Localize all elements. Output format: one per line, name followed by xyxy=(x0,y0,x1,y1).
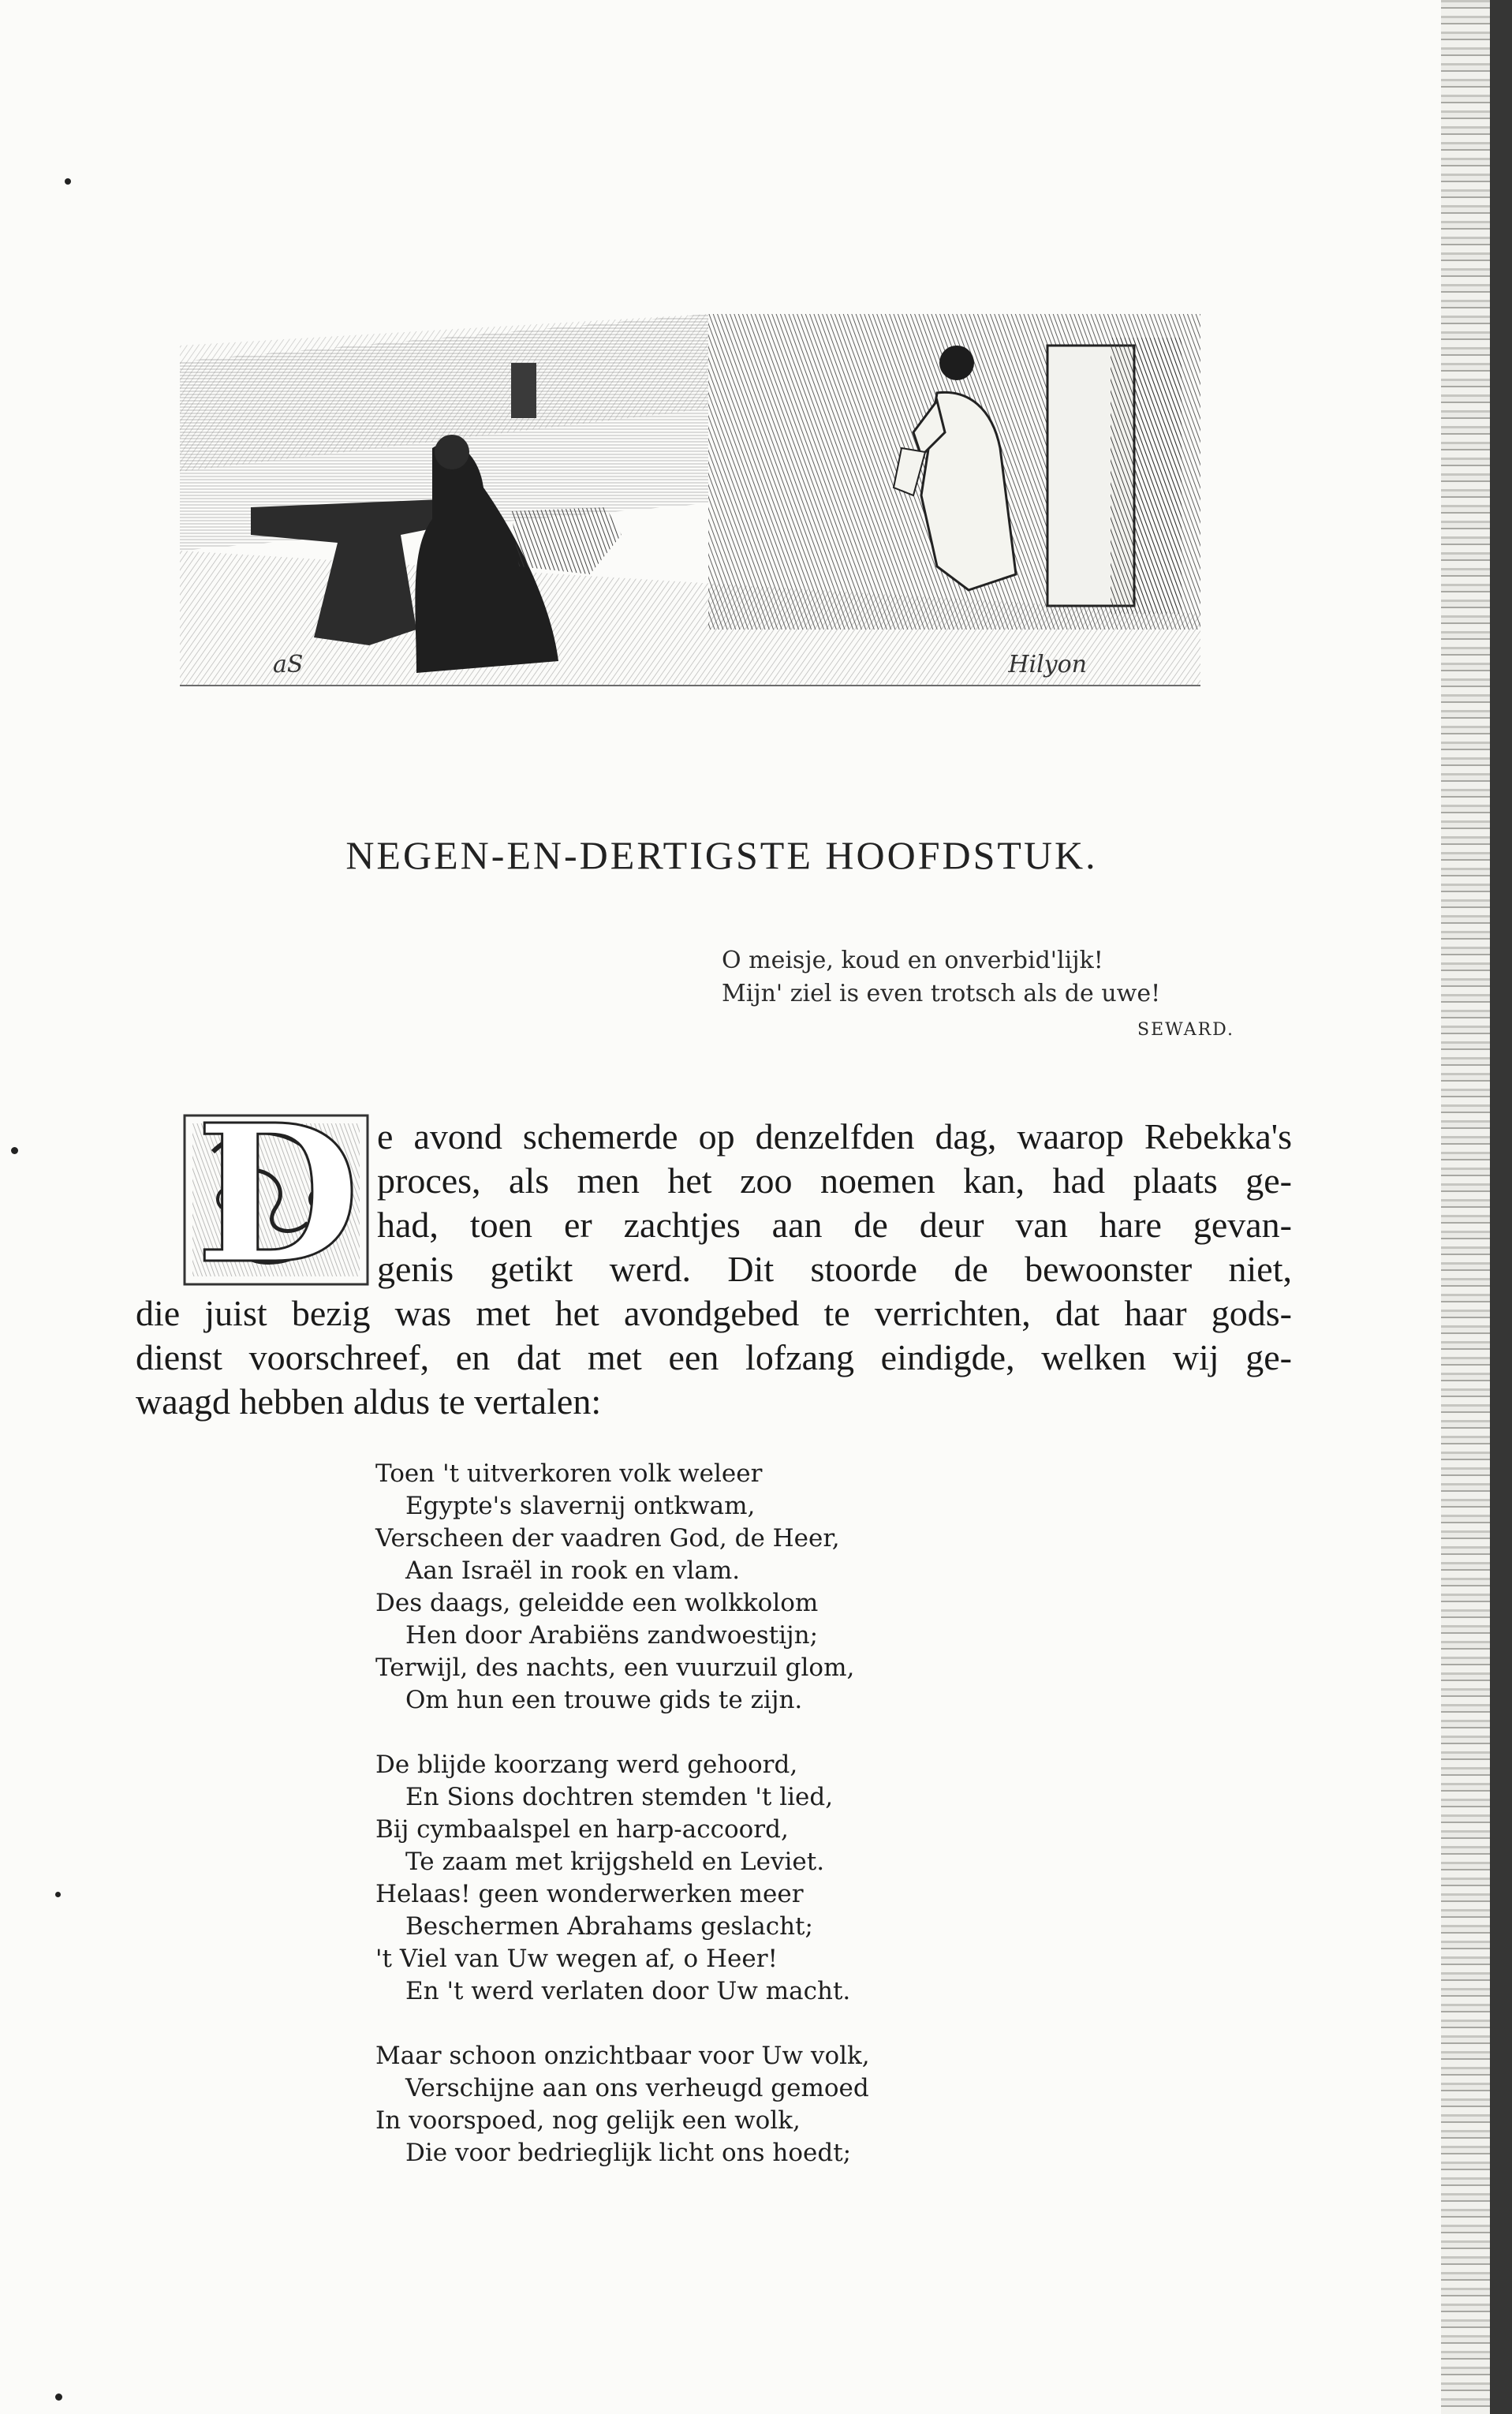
poem-stanza xyxy=(375,1749,1006,2008)
poem-verse: Egypte's slavernij ontkwam, xyxy=(405,1492,756,1520)
poem-verse: Terwijl, des nachts, een vuurzuil glom, xyxy=(375,1654,855,1682)
epigraph-line: Mijn' ziel is even trotsch als de uwe! xyxy=(722,980,1161,1007)
body-line: dienst voorschreef, en dat met een lofzang eindigde, welken wij ge- xyxy=(136,1337,1292,1377)
illustrator-signature-left: aS xyxy=(273,651,304,678)
poem-verse: Beschermen Abrahams geslacht; xyxy=(405,1912,813,1941)
poem-verse: Om hun een trouwe gids te zijn. xyxy=(405,1686,803,1714)
chapter-title: NEGEN-EN-DERTIGSTE HOOFDSTUK. xyxy=(345,833,1098,877)
engraver-signature-right: Hilyon xyxy=(1008,651,1087,678)
decorated-initial xyxy=(181,1083,371,1306)
poem-verse: In voorspoed, nog gelijk een wolk, xyxy=(375,2106,801,2135)
poem-stanza xyxy=(375,1458,1006,1717)
poem-verse: Die voor bedrieglijk licht ons hoedt; xyxy=(405,2139,852,2167)
poem-verse: Helaas! geen wonderwerken meer xyxy=(375,1880,804,1908)
print-speck xyxy=(65,178,71,185)
poem-verse: Des daags, geleidde een wolkkolom xyxy=(375,1589,819,1617)
poem-verse: Verschijne aan ons verheugd gemoed xyxy=(405,2074,869,2102)
poem-verse: Maar schoon onzichtbaar voor Uw volk, xyxy=(375,2042,870,2070)
body-line: waagd hebben aldus te vertalen: xyxy=(136,1381,602,1422)
hymn-poem xyxy=(375,1458,1006,2202)
poem-verse: En 't werd verlaten door Uw macht. xyxy=(405,1977,851,2005)
engraving-image xyxy=(180,314,1200,685)
body-line: had, toen er zachtjes aan de deur van hare gevan- xyxy=(377,1205,1292,1245)
print-speck xyxy=(11,1147,18,1154)
poem-verse: Toen 't uitverkoren volk weleer xyxy=(375,1459,763,1488)
body-line: proces, als men het zoo noemen kan, had plaats ge- xyxy=(377,1160,1292,1201)
poem-verse: Aan Israël in rook en vlam. xyxy=(405,1556,741,1585)
poem-verse: De blijde koorzang werd gehoord, xyxy=(375,1751,798,1779)
poem-stanza xyxy=(375,2040,1006,2169)
epigraph-line: O meisje, koud en onverbid'lijk! xyxy=(722,947,1103,974)
chapter-illustration xyxy=(180,314,1200,686)
print-speck xyxy=(55,2393,62,2401)
poem-verse: En Sions dochtren stemden 't lied, xyxy=(405,1783,834,1811)
poem-verse: Hen door Arabiëns zandwoestijn; xyxy=(405,1621,819,1650)
poem-verse: 't Viel van Uw wegen af, o Heer! xyxy=(375,1945,778,1973)
initial-letter: D xyxy=(196,1083,360,1306)
print-speck xyxy=(55,1892,61,1897)
poem-verse: Te zaam met krijgsheld en Leviet. xyxy=(405,1848,825,1876)
body-line: genis getikt werd. Dit stoorde de bewoonster niet, xyxy=(377,1249,1292,1289)
epigraph-author: SEWARD. xyxy=(1137,1020,1234,1040)
poem-verse: Verscheen der vaadren God, de Heer, xyxy=(375,1524,840,1553)
poem-verse: Bij cymbaalspel en harp-accoord, xyxy=(375,1815,789,1844)
body-line: e avond schemerde op denzelfden dag, waarop Rebekka's xyxy=(377,1116,1292,1157)
body-line: die juist bezig was met het avondgebed te verrichten, dat haar gods- xyxy=(136,1293,1292,1333)
epigraph xyxy=(722,944,1234,1047)
page-edge-shadow xyxy=(1441,0,1512,2414)
